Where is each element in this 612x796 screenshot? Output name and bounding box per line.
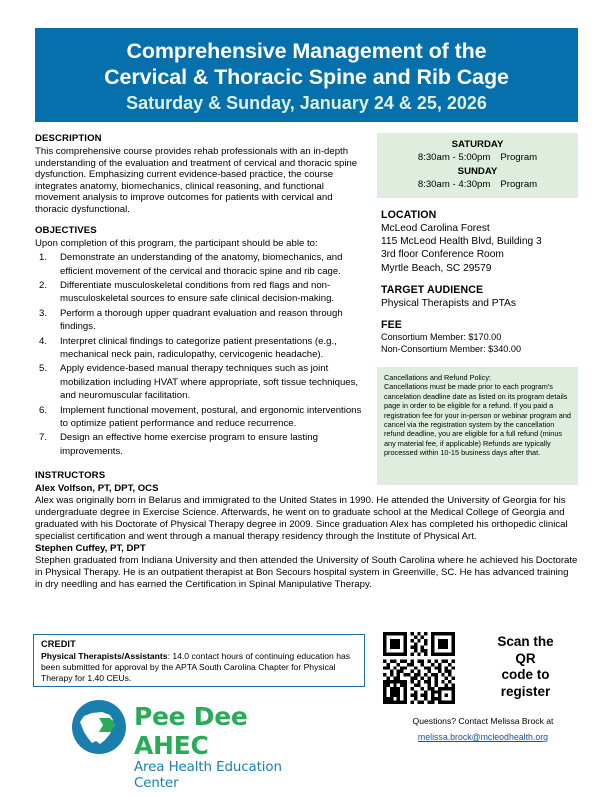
instructors-section bbox=[35, 470, 578, 591]
objectives-list bbox=[35, 251, 365, 458]
fee-line: Consortium Member: $170.00 bbox=[381, 332, 502, 343]
objective-text: Apply evidence-based manual therapy techniques such as joint mobilization including HVAT where appropriate, soft tissue techniques, and neuromuscular facilitation. bbox=[60, 363, 359, 402]
description-section bbox=[35, 133, 365, 216]
target-audience-section bbox=[381, 283, 586, 310]
schedule-time-value: 8:30am - 5:00pm bbox=[417, 152, 491, 163]
description-text: This comprehensive course provides rehab professionals with an in-depth understanding of the evaluation and treatment of cervical and thoracic spine dysfunction. Emphasizing current evidence-based practice, the course integrates anatomy, biomechanics, clinical reasoning, and functional movement analysis to improve outcomes for patients with cervical and thoracic dysfunctional. bbox=[35, 146, 358, 215]
location-line: McLeod Carolina Forest bbox=[381, 223, 490, 234]
objective-text: Implement functional movement, postural, and ergonomic interventions to optimize patient performance and reduce recurrence. bbox=[60, 404, 362, 430]
objective-number: 1. bbox=[39, 252, 48, 264]
objectives-section bbox=[35, 225, 365, 459]
objective-number: 7. bbox=[39, 432, 48, 444]
instructor-name: Stephen Cuffey, PT, DPT bbox=[35, 543, 146, 555]
scan-line-4: register bbox=[500, 683, 551, 699]
fee-section bbox=[381, 318, 586, 355]
credit-detail: : 14.0 contact hours of continuing education has been submitted for approval by the APTA South Carolina Chapter for Physical Therapy for 1.40 CEUs. bbox=[41, 651, 351, 683]
objective-number: 4. bbox=[39, 335, 48, 347]
objective-number: 3. bbox=[39, 307, 48, 319]
objective-item bbox=[35, 404, 365, 431]
schedule-activity: Program bbox=[500, 178, 538, 190]
credit-text bbox=[41, 651, 358, 683]
organization-logo bbox=[72, 700, 322, 791]
description-heading: DESCRIPTION bbox=[35, 133, 102, 144]
qr-code-icon[interactable] bbox=[383, 632, 455, 704]
location-heading: LOCATION bbox=[381, 209, 437, 221]
credit-heading: CREDIT bbox=[41, 639, 76, 649]
location-section bbox=[381, 208, 586, 275]
fee-line: Non-Consortium Member: $340.00 bbox=[381, 343, 522, 354]
logo-subtitle: Area Health Education Center bbox=[134, 760, 282, 791]
contact-email-link[interactable]: melissa.brock@mcleodhealth.org bbox=[417, 732, 549, 742]
refund-policy-box bbox=[377, 367, 578, 485]
target-audience-heading: TARGET AUDIENCE bbox=[381, 283, 484, 296]
credit-label: Physical Therapists/Assistants bbox=[41, 651, 168, 662]
objective-item bbox=[35, 362, 365, 402]
objective-text: Design an effective home exercise program to ensure lasting improvements. bbox=[60, 432, 318, 457]
target-audience-text: Physical Therapists and PTAs bbox=[381, 297, 516, 309]
objective-item bbox=[35, 279, 365, 306]
schedule-day-name: SATURDAY bbox=[451, 139, 504, 150]
scan-line-1: Scan the bbox=[497, 634, 554, 649]
logo-title: Pee Dee AHEC bbox=[134, 702, 248, 760]
objective-item bbox=[35, 307, 365, 334]
schedule-day-name: SUNDAY bbox=[457, 165, 498, 177]
left-column bbox=[35, 133, 365, 459]
header-banner bbox=[35, 28, 578, 122]
logo-text-block bbox=[134, 702, 322, 792]
fee-heading: FEE bbox=[381, 319, 402, 332]
location-line: 115 McLeod Health Blvd, Building 3 bbox=[381, 236, 542, 248]
right-info-column bbox=[381, 208, 586, 355]
objective-item bbox=[35, 431, 365, 458]
objectives-intro: Upon completion of this program, the participant should be able to: bbox=[35, 237, 318, 249]
header-title-line1: Comprehensive Management of the bbox=[126, 38, 487, 63]
objective-text: Demonstrate an understanding of the anatomy, biomechanics, and efficient movement of the cervical and thoracic spine and rib cage. bbox=[60, 252, 343, 277]
objective-number: 2. bbox=[39, 279, 48, 291]
header-title-line2: Cervical & Thoracic Spine and Rib Cage bbox=[104, 64, 509, 89]
objective-text: Differentiate musculoskeletal conditions from red flags and non-musculoskeletal sources to ensure safe clinical decision-making. bbox=[60, 279, 335, 305]
objectives-heading: OBJECTIVES bbox=[35, 224, 97, 236]
policy-text: Cancellations must be made prior to each program's cancelation deadline date as listed on its program details page in order to be eligible for a refund. If you paid a registration fee for your in-person or webinar program and cancel via the registration system by the cancellation refund deadline, you are eligible for a full refund (minus any material fee, if applicable) Refunds are typically processed within 10-15 business days after that. bbox=[384, 382, 571, 458]
header-dates: Saturday & Sunday, January 24 & 25, 2026 bbox=[126, 92, 487, 113]
instructor-bio: Alex was originally born in Belarus and immigrated to the United States in 1990. He attended the University of Georgia for his undergraduate degree in Exercise Science. Afterwards, he went on to graduate school at the Medical College of Georgia and graduated with his Doctorate of Physical Therapy degree in 2009. Since graduation Alex has completed his orthopedic clinical specialist certification and went through a manual therapy residency through the Institute of Physical Art. bbox=[35, 495, 568, 543]
policy-title: Cancellations and Refund Policy: bbox=[384, 373, 492, 382]
schedule-box bbox=[377, 133, 578, 198]
location-line: 3rd floor Conference Room bbox=[381, 249, 504, 261]
instructors-heading: INSTRUCTORS bbox=[35, 470, 106, 481]
schedule-activity: Program bbox=[500, 152, 538, 163]
scan-instructions bbox=[463, 634, 588, 700]
schedule-day-time bbox=[377, 151, 578, 165]
objective-item bbox=[35, 251, 365, 278]
scan-line-2: QR bbox=[515, 650, 536, 666]
instructor-bio: Stephen graduated from Indiana University and then attended the University of South Carolina where he achieved his Doctorate in Physical Therapy. He is an outpatient therapist at Bon Secours hospital system in Greenville, SC. He has advanced training in dry needling and has earned the Certification in Spinal Manipulative Therapy. bbox=[35, 555, 578, 591]
objective-text: Interpret clinical findings to categorize patient presentations (e.g., mechanical neck pain, radiculopathy, cervicogenic headache). bbox=[60, 335, 337, 360]
south-carolina-state-outline-icon bbox=[72, 700, 126, 754]
scan-line-3: code to bbox=[501, 667, 550, 682]
contact-block bbox=[378, 716, 588, 745]
objective-number: 6. bbox=[39, 404, 48, 416]
contact-question: Questions? Contact Melissa Brock at bbox=[412, 716, 554, 726]
schedule-day-time bbox=[377, 178, 578, 192]
objective-text: Perform a thorough upper quadrant evaluation and reason through findings. bbox=[60, 307, 343, 333]
credit-box bbox=[33, 634, 365, 687]
instructor-name: Alex Volfson, PT, DPT, OCS bbox=[35, 483, 159, 494]
schedule-time-value: 8:30am - 4:30pm bbox=[417, 178, 491, 190]
objective-number: 5. bbox=[39, 363, 48, 375]
location-line: Myrtle Beach, SC 29579 bbox=[381, 262, 492, 274]
objective-item bbox=[35, 335, 365, 362]
